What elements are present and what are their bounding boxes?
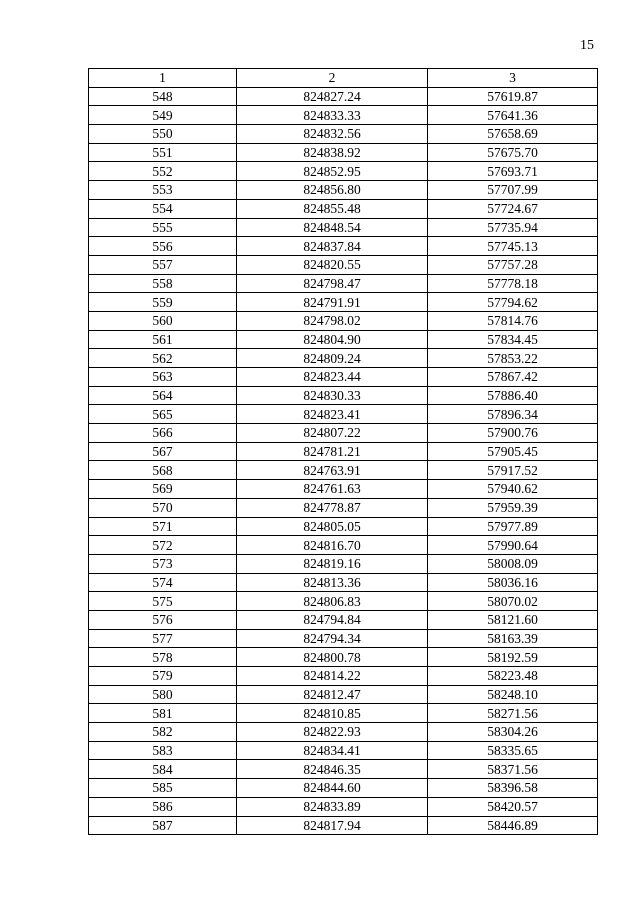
point-number-cell: 569 [89,480,237,499]
x-coordinate-cell: 824810.85 [237,704,428,723]
y-coordinate-cell: 57896.34 [428,405,598,424]
table-row [89,517,598,536]
x-coordinate-cell: 824856.80 [237,181,428,200]
x-coordinate-cell: 824833.89 [237,797,428,816]
y-coordinate-cell: 57834.45 [428,330,598,349]
x-coordinate-cell: 824794.34 [237,629,428,648]
coordinates-table [88,68,598,835]
y-coordinate-cell: 58446.89 [428,816,598,835]
x-coordinate-cell: 824778.87 [237,498,428,517]
table-row [89,554,598,573]
x-coordinate-cell: 824819.16 [237,554,428,573]
y-coordinate-cell: 57814.76 [428,311,598,330]
y-coordinate-cell: 57693.71 [428,162,598,181]
point-number-cell: 572 [89,536,237,555]
point-number-cell: 555 [89,218,237,237]
y-coordinate-cell: 58248.10 [428,685,598,704]
y-coordinate-cell: 57794.62 [428,293,598,312]
table-row [89,573,598,592]
y-coordinate-cell: 57990.64 [428,536,598,555]
y-coordinate-cell: 57853.22 [428,349,598,368]
x-coordinate-cell: 824837.84 [237,237,428,256]
point-number-cell: 551 [89,143,237,162]
page-number: 15 [580,38,594,53]
x-coordinate-cell: 824827.24 [237,87,428,106]
point-number-cell: 558 [89,274,237,293]
table-row [89,405,598,424]
y-coordinate-cell: 57745.13 [428,237,598,256]
point-number-cell: 578 [89,648,237,667]
y-coordinate-cell: 57707.99 [428,181,598,200]
point-number-cell: 567 [89,442,237,461]
x-coordinate-cell: 824816.70 [237,536,428,555]
point-number-cell: 563 [89,368,237,387]
x-coordinate-cell: 824809.24 [237,349,428,368]
point-number-cell: 577 [89,629,237,648]
table-row [89,536,598,555]
point-number-cell: 570 [89,498,237,517]
table-row [89,760,598,779]
point-number-cell: 564 [89,386,237,405]
x-coordinate-cell: 824833.33 [237,106,428,125]
x-coordinate-cell: 824798.02 [237,311,428,330]
point-number-cell: 566 [89,424,237,443]
table-row [89,779,598,798]
table-row [89,648,598,667]
table-row [89,143,598,162]
point-number-cell: 581 [89,704,237,723]
header-row [89,69,598,88]
y-coordinate-cell: 57977.89 [428,517,598,536]
y-coordinate-cell: 57886.40 [428,386,598,405]
table-row [89,741,598,760]
y-coordinate-cell: 58192.59 [428,648,598,667]
table-row [89,199,598,218]
point-number-cell: 548 [89,87,237,106]
table-row [89,424,598,443]
y-coordinate-cell: 58008.09 [428,554,598,573]
y-coordinate-cell: 58304.26 [428,723,598,742]
point-number-cell: 562 [89,349,237,368]
point-number-cell: 580 [89,685,237,704]
y-coordinate-cell: 57940.62 [428,480,598,499]
point-number-cell: 554 [89,199,237,218]
x-coordinate-cell: 824832.56 [237,125,428,144]
x-coordinate-cell: 824855.48 [237,199,428,218]
table-row [89,723,598,742]
point-number-cell: 556 [89,237,237,256]
table-row [89,386,598,405]
point-number-cell: 586 [89,797,237,816]
table-body [89,87,598,835]
point-number-cell: 573 [89,554,237,573]
point-number-cell: 584 [89,760,237,779]
y-coordinate-cell: 57867.42 [428,368,598,387]
point-number-cell: 574 [89,573,237,592]
table-row [89,816,598,835]
x-coordinate-cell: 824798.47 [237,274,428,293]
point-number-cell: 575 [89,592,237,611]
x-coordinate-cell: 824813.36 [237,573,428,592]
point-number-cell: 550 [89,125,237,144]
y-coordinate-cell: 58335.65 [428,741,598,760]
y-coordinate-cell: 57778.18 [428,274,598,293]
x-coordinate-cell: 824823.41 [237,405,428,424]
point-number-cell: 560 [89,311,237,330]
point-number-cell: 553 [89,181,237,200]
table-row [89,125,598,144]
y-coordinate-cell: 57619.87 [428,87,598,106]
table-row [89,592,598,611]
column-header-3: 3 [428,69,598,88]
x-coordinate-cell: 824804.90 [237,330,428,349]
point-number-cell: 568 [89,461,237,480]
x-coordinate-cell: 824848.54 [237,218,428,237]
point-number-cell: 552 [89,162,237,181]
table-row [89,442,598,461]
x-coordinate-cell: 824805.05 [237,517,428,536]
table-row [89,629,598,648]
x-coordinate-cell: 824830.33 [237,386,428,405]
table-row [89,610,598,629]
x-coordinate-cell: 824834.41 [237,741,428,760]
x-coordinate-cell: 824852.95 [237,162,428,181]
y-coordinate-cell: 58223.48 [428,667,598,686]
table-row [89,797,598,816]
y-coordinate-cell: 57658.69 [428,125,598,144]
y-coordinate-cell: 58420.57 [428,797,598,816]
table-row [89,311,598,330]
x-coordinate-cell: 824763.91 [237,461,428,480]
point-number-cell: 582 [89,723,237,742]
table-row [89,685,598,704]
y-coordinate-cell: 57675.70 [428,143,598,162]
point-number-cell: 583 [89,741,237,760]
x-coordinate-cell: 824812.47 [237,685,428,704]
point-number-cell: 587 [89,816,237,835]
table-row [89,667,598,686]
y-coordinate-cell: 58070.02 [428,592,598,611]
y-coordinate-cell: 57900.76 [428,424,598,443]
x-coordinate-cell: 824817.94 [237,816,428,835]
x-coordinate-cell: 824791.91 [237,293,428,312]
y-coordinate-cell: 58371.56 [428,760,598,779]
table-row [89,704,598,723]
y-coordinate-cell: 58163.39 [428,629,598,648]
point-number-cell: 559 [89,293,237,312]
table-row [89,293,598,312]
x-coordinate-cell: 824807.22 [237,424,428,443]
x-coordinate-cell: 824820.55 [237,255,428,274]
table-row [89,162,598,181]
point-number-cell: 571 [89,517,237,536]
y-coordinate-cell: 58271.56 [428,704,598,723]
x-coordinate-cell: 824806.83 [237,592,428,611]
point-number-cell: 579 [89,667,237,686]
x-coordinate-cell: 824761.63 [237,480,428,499]
table-row [89,461,598,480]
table-row [89,106,598,125]
table-row [89,498,598,517]
y-coordinate-cell: 57724.67 [428,199,598,218]
x-coordinate-cell: 824800.78 [237,648,428,667]
x-coordinate-cell: 824822.93 [237,723,428,742]
table-row [89,237,598,256]
table-row [89,368,598,387]
x-coordinate-cell: 824794.84 [237,610,428,629]
point-number-cell: 585 [89,779,237,798]
y-coordinate-cell: 57735.94 [428,218,598,237]
column-header-1: 1 [89,69,237,88]
point-number-cell: 557 [89,255,237,274]
table-row [89,274,598,293]
point-number-cell: 561 [89,330,237,349]
column-header-2: 2 [237,69,428,88]
x-coordinate-cell: 824846.35 [237,760,428,779]
point-number-cell: 565 [89,405,237,424]
x-coordinate-cell: 824838.92 [237,143,428,162]
table-row [89,87,598,106]
y-coordinate-cell: 58121.60 [428,610,598,629]
table-row [89,218,598,237]
y-coordinate-cell: 57959.39 [428,498,598,517]
table-row [89,349,598,368]
point-number-cell: 576 [89,610,237,629]
point-number-cell: 549 [89,106,237,125]
y-coordinate-cell: 58396.58 [428,779,598,798]
table-row [89,181,598,200]
x-coordinate-cell: 824781.21 [237,442,428,461]
y-coordinate-cell: 58036.16 [428,573,598,592]
y-coordinate-cell: 57917.52 [428,461,598,480]
y-coordinate-cell: 57641.36 [428,106,598,125]
table-row [89,480,598,499]
x-coordinate-cell: 824844.60 [237,779,428,798]
x-coordinate-cell: 824814.22 [237,667,428,686]
y-coordinate-cell: 57905.45 [428,442,598,461]
x-coordinate-cell: 824823.44 [237,368,428,387]
table-row [89,255,598,274]
table-row [89,330,598,349]
table-header [89,69,598,88]
y-coordinate-cell: 57757.28 [428,255,598,274]
